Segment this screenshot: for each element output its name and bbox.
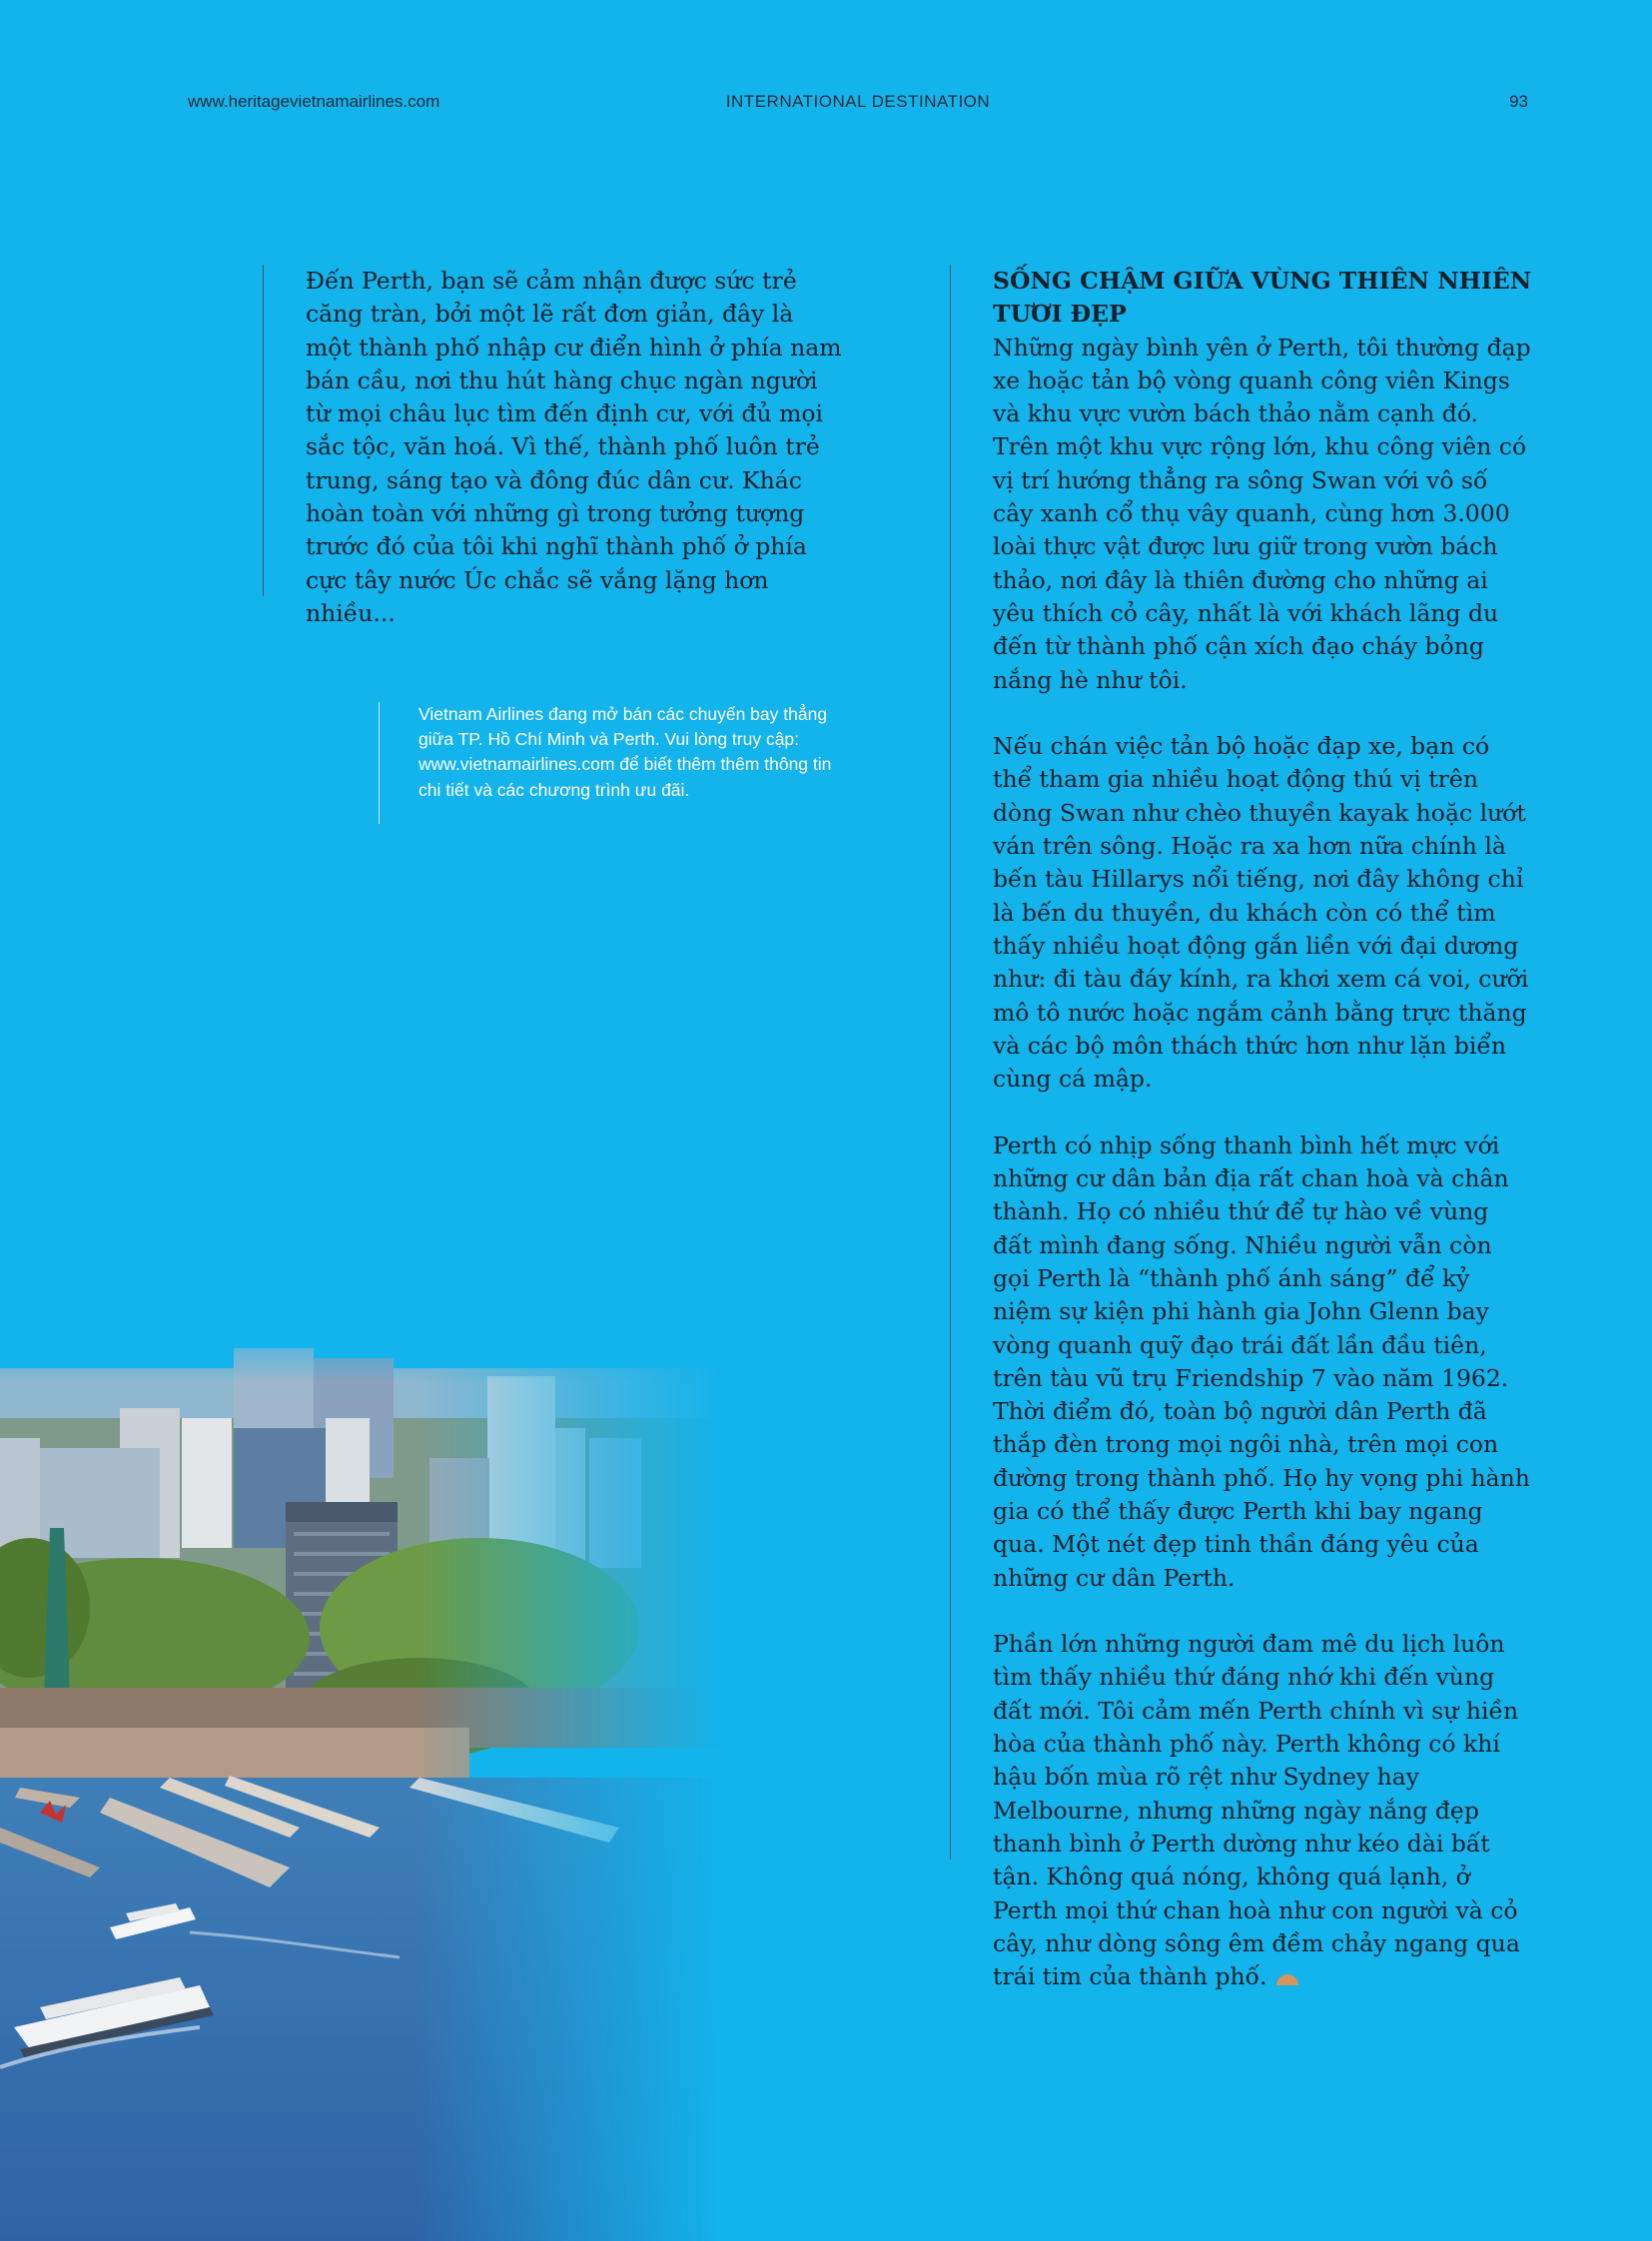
article-paragraph-4 xyxy=(993,1628,1532,1993)
article-body xyxy=(993,265,1532,1993)
intro-text: Đến Perth, bạn sẽ cảm nhận được sức trẻ căng tràn, bởi một lẽ rất đơn giản, đây là một thành phố nhập cư điển hình ở phía nam bán cầu, nơi thu hút hàng chục ngàn người từ mọi châu lục tìm đến định cư, với đủ mọi sắc tộc, văn hoá. Vì thế, thành phố luôn trẻ trung, sáng tạo và đông đúc dân cư. Khác hoàn toàn với những gì trong tưởng tượng trước đó của tôi khi nghĩ thành phố ở phía cực tây nước Úc chắc sẽ vắng lặng hơn nhiều... xyxy=(306,267,842,627)
section-title: INTERNATIONAL DESTINATION xyxy=(725,92,991,111)
website-url: www.heritagevietnamairlines.com xyxy=(188,92,440,111)
perth-cityscape-photo xyxy=(0,1308,759,2241)
end-of-article-icon xyxy=(1275,1973,1299,1985)
article-paragraph-1: Những ngày bình yên ở Perth, tôi thường đạp xe hoặc tản bộ vòng quanh công viên Kings và khu vực vườn bách thảo nằm cạnh đó. Trên một khu vực rộng lớn, khu công viên có vị trí hướng thẳng ra sông Swan với vô số cây xanh cổ thụ vây quanh, cùng hơn 3.000 loài thực vật được lưu giữ trong vườn bách thảo, nơi đây là thiên đường cho những ai yêu thích cỏ cây, nhất là với khách lãng du đến từ thành phố cận xích đạo cháy bỏng nắng hè như tôi. xyxy=(993,333,1531,694)
article-paragraph-4-text: Phần lớn những người đam mê du lịch luôn tìm thấy nhiều thứ đáng nhớ khi đến vùng đất mới. Tôi cảm mến Perth chính vì sự hiền hòa của thành phố này. Perth không có khí hậu bốn mùa rõ rệt như Sydney hay Melbourne, nhưng những ngày nắng đẹp thanh bình ở Perth dường như kéo dài bất tận. Không quá nóng, không quá lạnh, ở Perth mọi thứ chan hoà như con người và cỏ cây, như dòng sông êm đềm chảy ngang qua trái tim của thành phố. xyxy=(993,1630,1520,1991)
article-paragraph-2: Nếu chán việc tản bộ hoặc đạp xe, bạn có thể tham gia nhiều hoạt động thú vị trên dòng Swan như chèo thuyền kayak hoặc lướt ván trên sông. Hoặc ra xa hơn nữa chính là bến tàu Hillarys nổi tiếng, nơi đây không chỉ là bến du thuyền, du khách còn có thể tìm thấy nhiều hoạt động gắn liền với đại dương như: đi tàu đáy kính, ra khơi xem cá voi, cưỡi mô tô nước hoặc ngắm cảnh bằng trực thăng và các bộ môn thách thức hơn như lặn biển cùng cá mập. xyxy=(993,732,1529,1094)
note-text: Vietnam Airlines đang mở bán các chuyến bay thẳng giữa TP. Hồ Chí Minh và Perth. Vui lòng truy cập: www.vietnamairlines.com để biết thêm thêm thông tin chi tiết và các chương trình ưu đãi. xyxy=(418,704,832,800)
article-column xyxy=(950,265,1534,1991)
intro-block xyxy=(263,265,842,627)
article-paragraph-3: Perth có nhịp sống thanh bình hết mực với những cư dân bản địa rất chan hoà và chân thành. Họ có nhiều thứ để tự hào về vùng đất mình đang sống. Nhiều người vẫn còn gọi Perth là “thành phố ánh sáng” để kỷ niệm sự kiện phi hành gia John Glenn bay vòng quanh quỹ đạo trái đất lần đầu tiên, trên tàu vũ trụ Friendship 7 vào năm 1962. Thời điểm đó, toàn bộ người dân Perth đã thắp đèn trong mọi ngôi nhà, trên mọi con đường trong thành phố. Họ hy vọng phi hành gia có thể thấy được Perth khi bay ngang qua. Một nét đẹp tinh thần đáng yêu của những cư dân Perth. xyxy=(993,1130,1530,1592)
page-header xyxy=(188,92,1528,122)
article-heading: SỐNG CHẬM GIỮA VÙNG THIÊN NHIÊN TƯƠI ĐẸP xyxy=(993,267,1532,329)
page-number: 93 xyxy=(1509,92,1528,111)
flight-info-note xyxy=(379,702,839,824)
